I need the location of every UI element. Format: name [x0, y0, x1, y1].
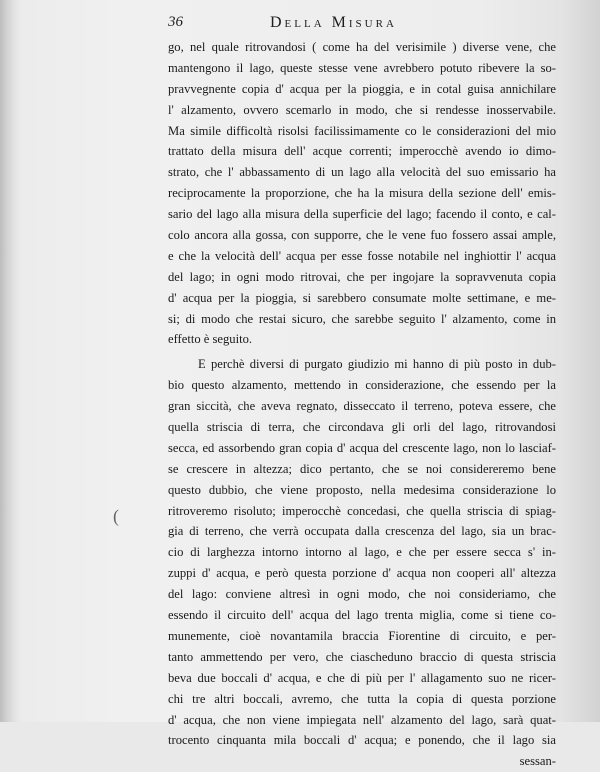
- page-header: [168, 14, 588, 34]
- text-line: mantengono il lago, queste stesse vene avrebbero potuto ribevere la so-: [168, 60, 556, 75]
- text-line: del lago: conviene altresì in ogni modo, che noi consideriamo, che: [168, 587, 556, 602]
- text-line: munemente, cioè novantamila braccia Fiorentine di circuito, e per-: [168, 628, 556, 643]
- text-line: quella striscia di terra, che circondava gli orli del lago, ritrovandosi: [168, 420, 556, 435]
- page-number: 36: [168, 14, 183, 30]
- text-line: pravvegnente copia d' acqua per la pioggia, e in cotal guisa annichilare: [168, 81, 556, 96]
- text-line: l' alzamento, ovvero scemarlo in modo, che si rendesse inosservabile.: [168, 102, 556, 117]
- text-line: beva due boccali d' acqua, e che di più per l' allagamento suo ne ricer-: [168, 670, 556, 685]
- text-line: chi tre altri boccali, avremo, che tutta la copia di questa porzione: [168, 691, 556, 706]
- text-line: effetto è seguito.: [168, 332, 253, 347]
- text-line: cio di larghezza intorno intorno al lago, e che per essere secca s' in-: [168, 545, 556, 560]
- margin-mark-icon: (: [113, 506, 119, 526]
- text-line: go, nel quale ritrovandosi ( come ha del verisimile ) diverse vene, che: [168, 40, 556, 54]
- text-line: tanto ammettendo per vero, che ciascheduno braccio di questa striscia: [168, 649, 556, 664]
- text-line: zuppi d' acqua, e però questa porzione d' acqua non cooperi all' altezza: [168, 566, 556, 581]
- text-line: bio questo alzamento, mettendo in considerazione, che essendo per la: [168, 378, 556, 393]
- text-line: Ma simile difficoltà risolsi facilissimamente co le considerazioni del mio: [168, 123, 556, 138]
- text-line: secca, ed assorbendo gran copia d' acqua del crescente lago, non lo lasciaf-: [168, 440, 556, 455]
- text-line: d' acqua per la pioggia, si sarebbero consumate molte settimane, e me-: [168, 290, 556, 305]
- text-line: questo dubbio, che viene proposto, nella medesima considerazione lo: [168, 482, 556, 497]
- page-edge-shadow: [0, 0, 14, 722]
- text-line: ritroveremo risoluto; imperocchè concedasi, che quella striscia di spiag-: [168, 503, 556, 518]
- text-line: si; di modo che restai sicuro, che sarebbe seguito l' alzamento, come in: [168, 311, 556, 326]
- text-line: gia di terreno, che verrà occupata dalla crescenza del lago, sia un brac-: [168, 524, 556, 539]
- paragraph-2: [168, 354, 556, 772]
- text-line: E perchè diversi di purgato giudizio mi hanno di più posto in dub-: [198, 357, 556, 372]
- text-line: gran siccità, che aveva regnato, disseccato il terreno, poteva essere, che: [168, 399, 556, 414]
- text-line: strato, che l' abbassamento di un lago alla velocità del suo emissario ha: [168, 165, 556, 180]
- text-line: del lago; in ogni modo ritrovai, che per ingojare la sopravvenuta copia: [168, 269, 556, 284]
- text-line: trocento cinquanta mila boccali d' acqua; e ponendo, che il lago sia: [168, 733, 556, 748]
- text-line: colo ancora alla gossa, con supporre, che le vene fuo fossero assai ample,: [168, 228, 556, 243]
- text-line: sario del lago alla misura della superficie del lago; facendo il conto, e cal-: [168, 207, 556, 222]
- body-text: [168, 37, 556, 772]
- text-line: reciprocamente la proporzione, che ha la misura della sezione dell' emis-: [168, 186, 556, 201]
- text-line: e che la velocità dell' acqua per esse fosse notabile nel inghiottir l' acqua: [168, 248, 556, 263]
- text-line: trattato della misura dell' acque correnti; imperocchè avendo io dimo-: [168, 144, 556, 159]
- text-line: se crescere in altezza; dico pertanto, che se noi considereremo bene: [168, 461, 556, 476]
- paragraph-1: [168, 37, 556, 350]
- text-line: essendo il circuito dell' acqua del lago trenta miglia, come si tiene co-: [168, 608, 556, 623]
- text-line: d' acqua, che non viene impiegata nell' alzamento del lago, sarà quat-: [168, 712, 556, 727]
- running-title: Della Misura: [270, 14, 397, 31]
- catchword: sessan-: [519, 754, 556, 769]
